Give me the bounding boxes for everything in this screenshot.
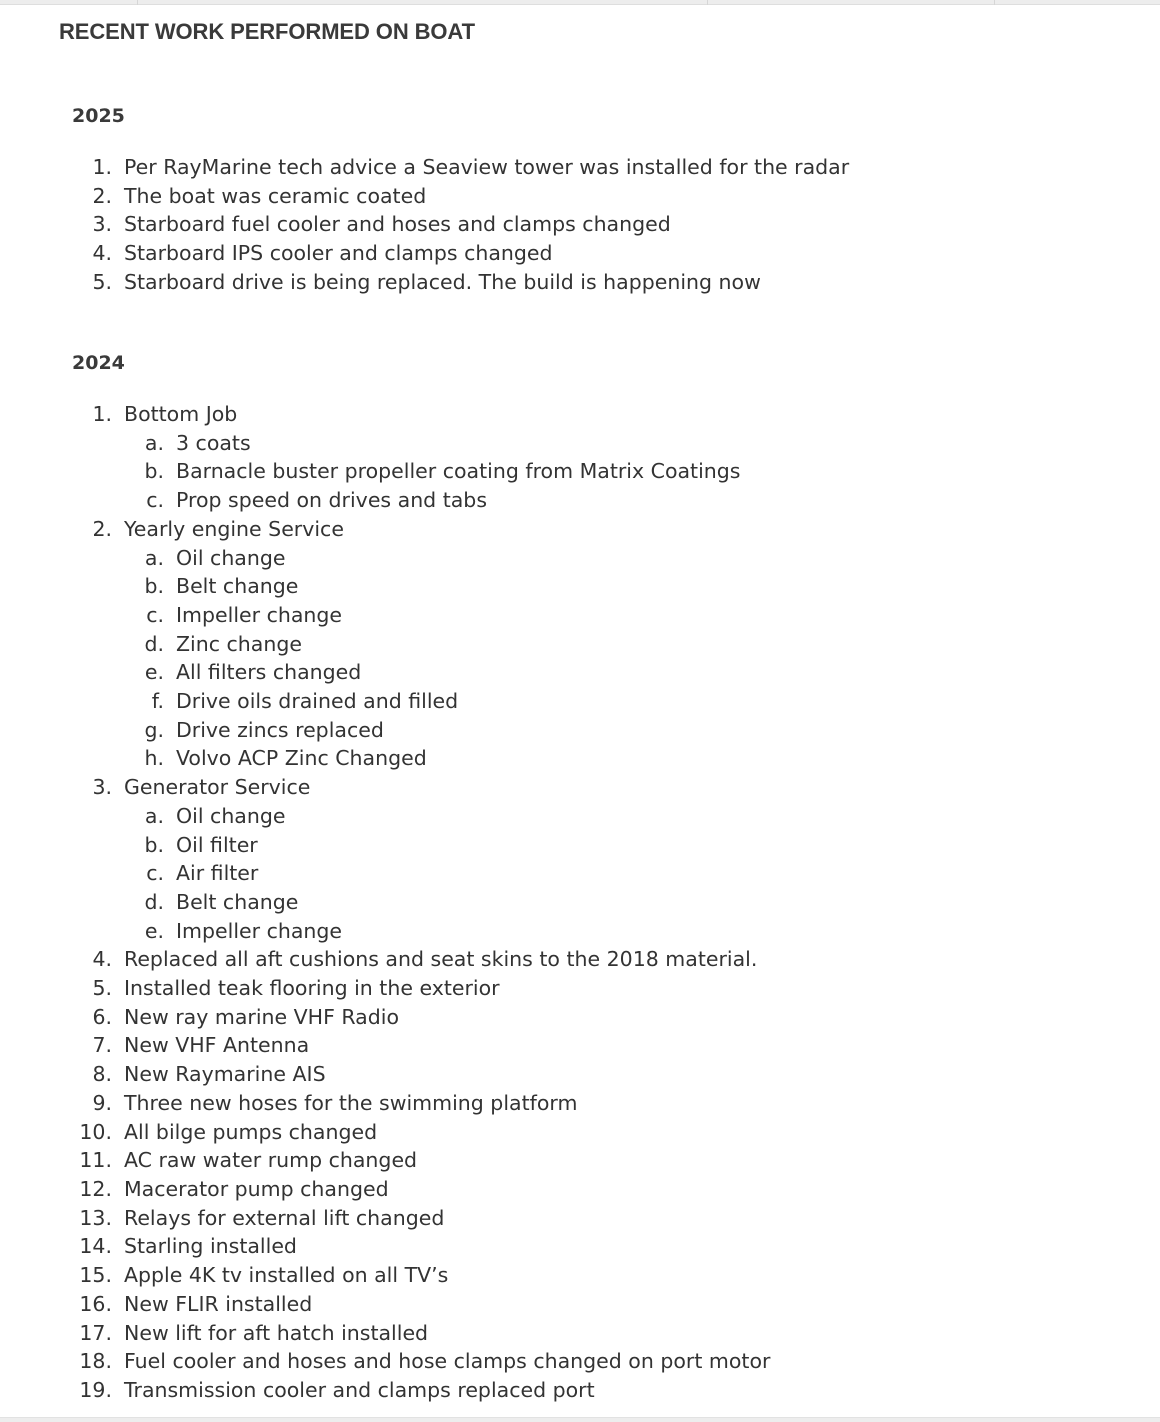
list-item: 11. AC raw water rump changed	[79, 1148, 418, 1173]
list-item: 7. New VHF Antenna	[92, 1033, 310, 1058]
sub-list-item: h. Volvo ACP Zinc Changed	[144, 746, 427, 771]
sub-list-item: c. Impeller change	[146, 602, 343, 627]
list-item: 4. Starboard IPS cooler and clamps changed	[92, 241, 553, 266]
sub-list	[0, 429, 770, 515]
list-item: 1. Bottom Job a. 3 coats b. Barnacle buster propeller coating from Matrix Coatings c. Prop speed on drives and tabs	[0, 400, 770, 515]
sub-list-item: d. Zinc change	[144, 631, 302, 656]
sub-list-item: a. 3 coats	[144, 430, 251, 455]
list-item: 12. Macerator pump changed	[79, 1176, 389, 1201]
sub-list	[0, 802, 770, 946]
list-item: 6. New ray marine VHF Radio	[92, 1004, 399, 1029]
sub-list-item: g. Drive zincs replaced	[144, 717, 384, 742]
list-item: 16. New FLIR installed	[79, 1291, 313, 1316]
page-title: RECENT WORK PERFORMED ON BOAT	[59, 19, 475, 44]
list-item: 19. Transmission cooler and clamps replaced port	[79, 1377, 595, 1402]
list-item: 17. New lift for aft hatch installed	[79, 1320, 429, 1345]
list-item: 9. Three new hoses for the swimming platform	[92, 1090, 578, 1115]
list-item: 8. New Raymarine AIS	[92, 1062, 326, 1087]
sub-list-item: e. Impeller change	[144, 918, 343, 943]
list-item: 18. Fuel cooler and hoses and hose clamps changed on port motor	[79, 1349, 771, 1374]
list-item: 5. Installed teak flooring in the exterior	[92, 976, 500, 1001]
sub-list-item: e. All filters changed	[144, 660, 362, 685]
list-item: 4. Replaced all aft cushions and seat skins to the 2018 material.	[92, 947, 758, 972]
year-heading-2025: 2025	[72, 105, 125, 127]
sub-list	[0, 544, 770, 774]
list-item: 14. Starling installed	[79, 1234, 297, 1259]
top-divider-tick	[994, 0, 995, 5]
list-item: 2. Yearly engine Service a. Oil change b. Belt change c. Impeller change d. Zinc change e. All filters changed f. Drive oils drained and filled g. Drive zincs replaced h. Volvo ACP Zinc Changed	[0, 515, 770, 773]
sub-list-item: a. Oil change	[144, 803, 286, 828]
list-item: 5. Starboard drive is being replaced. The build is happening now	[92, 269, 761, 294]
list-item: 3. Generator Service a. Oil change b. Oil filter c. Air filter d. Belt change e. Impeller change	[0, 773, 770, 945]
year-heading-2024: 2024	[72, 352, 125, 374]
work-list-2025	[0, 153, 849, 297]
work-list-2024	[0, 400, 770, 1405]
bottom-divider	[0, 1417, 1160, 1422]
sub-list-item: f. Drive oils drained and filled	[151, 689, 459, 714]
list-item: 2. The boat was ceramic coated	[92, 183, 427, 208]
sub-list-item: a. Oil change	[144, 545, 286, 570]
list-item: 15. Apple 4K tv installed on all TV’s	[79, 1263, 449, 1288]
list-item: 3. Starboard fuel cooler and hoses and clamps changed	[92, 212, 671, 237]
top-divider-tick	[707, 0, 708, 5]
sub-list-item: c. Prop speed on drives and tabs	[146, 488, 488, 513]
sub-list-item: b. Oil filter	[144, 832, 258, 857]
sub-list-item: b. Belt change	[144, 574, 299, 599]
sub-list-item: d. Belt change	[144, 889, 299, 914]
list-item: 10. All bilge pumps changed	[79, 1119, 378, 1144]
list-item: 13. Relays for external lift changed	[79, 1205, 445, 1230]
sub-list-item: c. Air filter	[146, 861, 259, 886]
top-divider-tick	[137, 0, 138, 5]
top-divider	[0, 0, 1160, 5]
list-item: 1. Per RayMarine tech advice a Seaview tower was installed for the radar	[92, 155, 850, 179]
sub-list-item: b. Barnacle buster propeller coating from Matrix Coatings	[144, 459, 741, 484]
